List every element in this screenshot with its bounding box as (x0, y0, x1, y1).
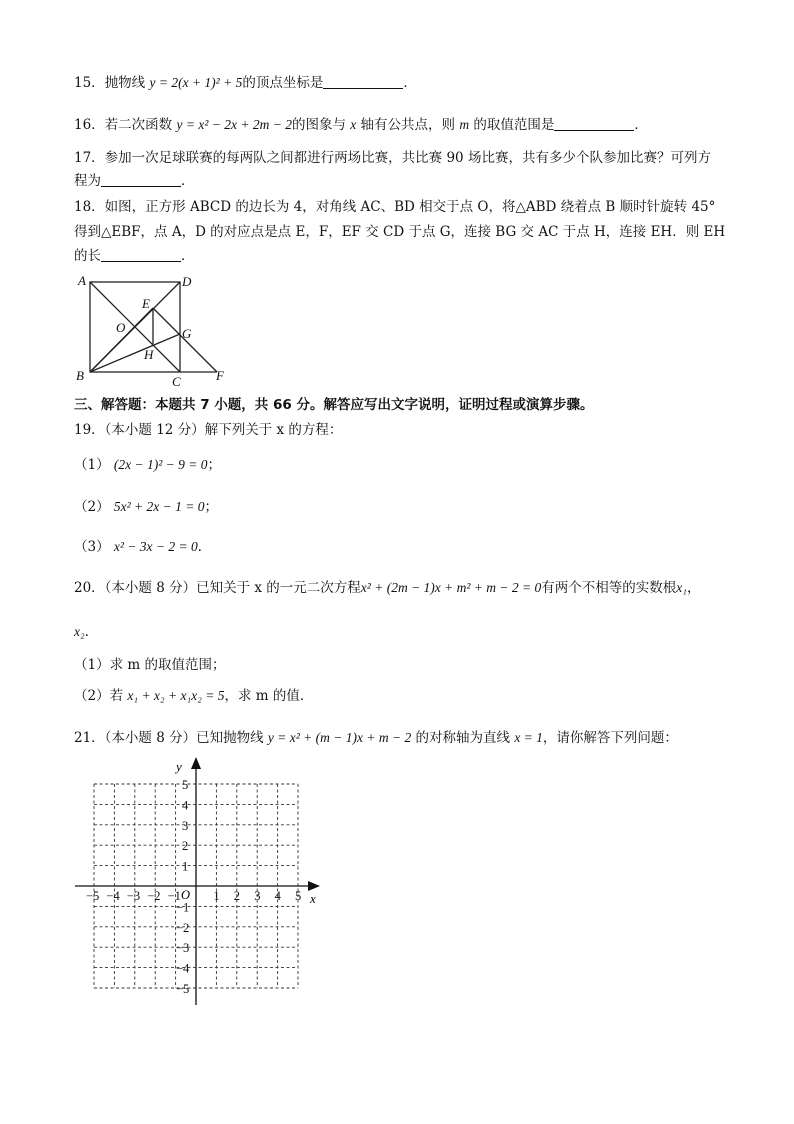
q16-text-3: 轴有公共点，则 (360, 117, 456, 133)
q15-text: 抛物线 (104, 75, 146, 91)
q19-part-1-end: ； (207, 457, 222, 473)
q16-text: 若二次函数 (104, 117, 173, 133)
q20-part-2 (74, 686, 313, 706)
y-tick-label: −2 (176, 920, 190, 935)
label-f: F (216, 368, 224, 383)
question-18-line1: 18．如图，正方形 ABCD 的边长为 4，对角线 AC、BD 相交于点 O，将△ABD 绕着点 B 顺时针旋转 45° (74, 199, 716, 215)
question-21-head (74, 728, 678, 748)
label-b: B (76, 368, 84, 383)
question-20-head (74, 578, 700, 598)
x-tick-label: −1 (167, 889, 181, 903)
q21-axis-eq: x = 1 (514, 730, 543, 745)
q16-text-4: 的取值范围是 (473, 117, 555, 133)
y-tick-label: −3 (176, 941, 190, 956)
q19-part-2-eq: 5x² + 2x − 1 = 0 (113, 499, 205, 514)
label-o: O (116, 320, 126, 335)
segment-be (90, 308, 153, 372)
q20-root-1: x₁ (676, 580, 687, 595)
y-axis-label: y (176, 759, 182, 774)
segment-bg (90, 334, 180, 372)
label-c: C (172, 374, 181, 389)
question-17-line2 (74, 171, 195, 191)
q16-number: 16． (74, 117, 105, 133)
coordinate-grid (70, 755, 330, 1010)
q20-text-2: 有两个不相等的实数根 (541, 580, 677, 596)
q19-part-1 (74, 455, 221, 475)
y-tick-label: 4 (182, 798, 189, 813)
x-axis-label: x (310, 891, 316, 906)
x-tick-label: 3 (254, 889, 261, 903)
label-d: D (182, 274, 192, 289)
q21-text-3: ，请你解答下列问题： (542, 730, 678, 746)
y-tick-label: −1 (176, 900, 190, 915)
q16-formula: y = x² − 2x + 2m − 2 (176, 117, 292, 132)
q16-end: ． (634, 117, 648, 133)
question-18-line2: 得到△EBF，点 A，D 的对应点是点 E，F，EF 交 CD 于点 G，连接 BG 交 AC 于点 H，连接 EH．则 EH (74, 224, 726, 240)
q19-part-1-eq: (2x − 1)² − 9 = 0 (113, 457, 208, 472)
y-tick-label: 2 (182, 839, 189, 854)
label-e: E (142, 296, 150, 311)
question-17-line1: 17．参加一次足球联赛的每两队之间都进行两场比赛，共比赛 90 场比赛，共有多少个队参加比赛？可列方 (74, 150, 711, 166)
q20-part-1: （1）求 m 的取值范围； (74, 657, 226, 673)
label-h: H (144, 347, 154, 362)
label-a: A (78, 273, 86, 288)
y-axis-arrow (191, 757, 201, 769)
q19-part-2 (74, 497, 218, 517)
question-19-head: 19．（本小题 12 分）解下列关于 x 的方程： (74, 422, 343, 438)
q19-part-2-label: （2） (74, 499, 110, 515)
q20-part-2-eq: x₁ + x₂ + x₁x₂ = 5 (127, 688, 225, 703)
y-tick-label: −5 (176, 982, 190, 996)
q15-text-2: 的顶点坐标是 (242, 75, 324, 91)
q19-part-3-end: ． (197, 539, 212, 555)
q18-text: 的长 (74, 248, 101, 264)
q15-answer-blank[interactable] (323, 75, 403, 89)
q20-part-2-text: （2）若 (74, 688, 124, 704)
q20-comma: ， (686, 580, 701, 596)
y-tick-label: −4 (176, 961, 190, 976)
q21-text: 21．（本小题 8 分）已知抛物线 (74, 730, 264, 746)
question-20-line2 (74, 622, 98, 642)
q15-number: 15． (74, 75, 105, 91)
q19-part-3-label: （3） (74, 539, 110, 555)
x-tick-label: 2 (233, 889, 241, 903)
q21-text-2: 的对称轴为直线 (415, 730, 511, 746)
q16-text-2: 的图象与 (291, 117, 346, 133)
q17-answer-blank[interactable] (101, 173, 181, 187)
y-tick-label: 5 (182, 778, 189, 792)
question-18-line3 (74, 246, 195, 266)
q19-part-1-label: （1） (74, 457, 110, 473)
x-tick-label: −4 (106, 889, 120, 903)
origin-label: O (181, 888, 191, 902)
x-axis-arrow (308, 881, 320, 891)
q16-answer-blank[interactable] (554, 117, 634, 131)
x-tick-label: 1 (213, 889, 220, 903)
x-tick-label: 5 (295, 889, 302, 903)
x-tick-label: −5 (86, 889, 100, 903)
q15-end: ． (403, 75, 417, 91)
q18-end: ． (181, 248, 195, 264)
q17-end: ． (181, 173, 195, 189)
q19-part-2-end: ； (204, 499, 219, 515)
q16-var-x: x (350, 117, 357, 132)
q20-part-2-text-2: ，求 m 的值． (224, 688, 314, 704)
x-tick-label: −2 (147, 889, 161, 903)
q21-equation: y = x² + (m − 1)x + m − 2 (267, 730, 412, 745)
label-g: G (182, 326, 192, 341)
q20-end: ． (84, 624, 99, 640)
question-16 (74, 115, 648, 135)
q16-var-m: m (459, 117, 470, 132)
q17-text: 程为 (74, 173, 101, 189)
q20-root-2: x₂ (74, 624, 85, 639)
q20-equation: x² + (2m − 1)x + m² + m − 2 = 0 (360, 580, 542, 595)
y-tick-label: 1 (182, 859, 189, 874)
q15-formula: y = 2(x + 1)² + 5 (149, 75, 243, 90)
q19-part-3-eq: x² − 3x − 2 = 0 (113, 539, 198, 554)
q18-geometry-figure (70, 270, 230, 390)
q19-part-3 (74, 537, 211, 557)
q18-answer-blank[interactable] (101, 248, 181, 262)
q20-text: 20．（本小题 8 分）已知关于 x 的一元二次方程 (74, 580, 361, 596)
x-tick-label: −3 (126, 889, 141, 903)
y-tick-label: 3 (182, 818, 189, 833)
x-tick-label: 4 (274, 889, 281, 903)
question-15 (74, 73, 417, 93)
section-3-heading: 三、解答题：本题共 7 小题，共 66 分。解答应写出文字说明，证明过程或演算步骤。 (74, 397, 594, 413)
